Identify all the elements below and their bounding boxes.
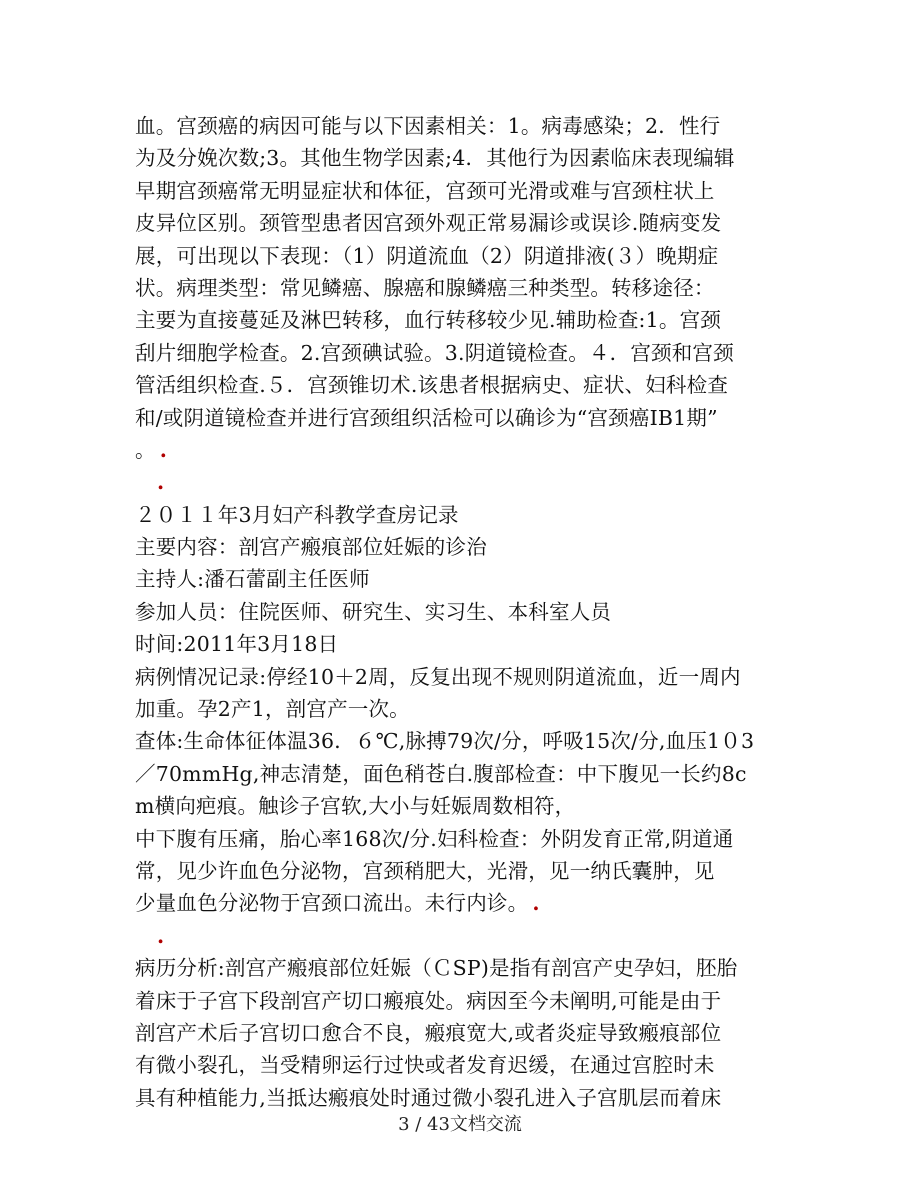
line-text: 少量血色分泌物于宫颈口流出。未行内诊。 — [135, 891, 529, 916]
text-line — [135, 142, 785, 174]
page-footer: 3 / 43文档交流 — [398, 1114, 522, 1135]
line-text: 和/或阴道镜检查并进行宫颈组织活检可以确诊为“宫颈癌ⅠB1期” — [135, 405, 718, 430]
line-text: 早期宫颈癌常无明显症状和体征，宫颈可光滑或难与宫颈柱状上 — [135, 178, 715, 203]
text-line — [135, 596, 785, 628]
line-text: 病历分析:剖宫产瘢痕部位妊娠（ＣSP)是指有剖宫产史孕妇，胚胎 — [135, 956, 738, 981]
text-line — [135, 790, 785, 822]
line-text: 着床于子宫下段剖宫产切口瘢痕处。病因至今未阐明,可能是由于 — [135, 988, 722, 1013]
text-line — [135, 337, 785, 369]
text-line — [135, 110, 785, 142]
line-text: ２０１１年3月妇产科教学查房记录 — [135, 502, 459, 527]
line-text: 常，见少许血色分泌物，宫颈稍肥大，光滑，见一纳氏囊肿，见 — [135, 858, 715, 883]
line-marker: . — [157, 470, 165, 495]
line-marker: . — [159, 437, 168, 462]
text-line — [135, 531, 785, 563]
line-text: 参加人员：住院医师、研究生、实习生、本科室人员 — [135, 599, 612, 624]
text-line — [135, 952, 785, 984]
line-text: 查体:生命体征体温36．６℃,脉搏79次/分，呼吸15次/分,血压1０3 — [135, 729, 755, 754]
line-text: 具有种植能力,当抵达瘢痕处时通过微小裂孔进入子宫肌层而着床 — [135, 1085, 722, 1110]
line-text: 管活组织检查.５．宫颈锥切术.该患者根据病史、症状、妇科检查 — [135, 373, 729, 398]
line-text: 为及分娩次数;3。其他生物学因素;4．其他行为因素临床表现编辑 — [135, 146, 735, 171]
line-text: 展，可出现以下表现：（1）阴道流血（2）阴道排液(３）晚期症 — [135, 243, 719, 268]
line-text: 时间:2011年3月18日 — [135, 632, 339, 657]
line-text: ／70mmHg,神志清楚，面色稍苍白.腹部检查：中下腹见一长约8c — [135, 761, 747, 786]
text-line — [135, 240, 785, 272]
line-text: m横向疤痕。触诊子宫软,大小与妊娠周数相符， — [135, 794, 576, 819]
text-line — [135, 434, 785, 466]
text-line — [135, 725, 785, 757]
text-line — [135, 693, 785, 725]
document-body — [135, 110, 785, 1114]
line-text: 皮异位区别。颈管型患者因宫颈外观正常易漏诊或误诊.随病变发 — [135, 211, 722, 236]
text-line — [135, 369, 785, 401]
text-line — [135, 304, 785, 336]
text-line — [135, 1049, 785, 1081]
text-line — [135, 985, 785, 1017]
line-text: 血。宫颈癌的病因可能与以下因素相关：1。病毒感染；2．性行 — [135, 114, 721, 138]
text-line — [135, 402, 785, 434]
text-line — [135, 887, 785, 919]
line-text: 刮片细胞学检查。2.宫颈碘试验。3.阴道镜检查。４．宫颈和宫颈 — [135, 340, 734, 365]
line-marker: . — [532, 891, 540, 916]
text-line — [135, 758, 785, 790]
text-line — [135, 563, 785, 595]
line-text: 主要为直接蔓延及淋巴转移，血行转移较少见.辅助检查:1。宫颈 — [135, 308, 721, 333]
line-text: 主持人:潘石蕾副主任医师 — [135, 567, 370, 592]
line-text: 状。病理类型：常见鳞癌、腺癌和腺鳞癌三种类型。转移途径： — [135, 275, 715, 300]
text-line — [135, 628, 785, 660]
line-text: 剖宫产术后子宫切口愈合不良，瘢痕宽大,或者炎症导致瘢痕部位 — [135, 1020, 722, 1045]
text-line — [135, 175, 785, 207]
line-text: 有微小裂孔，当受精卵运行过快或者发育迟缓，在通过宫腔时未 — [135, 1053, 715, 1078]
text-line — [135, 207, 785, 239]
text-line — [135, 499, 785, 531]
line-text: 病例情况记录:停经10＋2周，反复出现不规则阴道流血，近一周内 — [135, 664, 741, 689]
line-marker: . — [157, 923, 165, 948]
text-line — [135, 272, 785, 304]
text-line — [135, 1017, 785, 1049]
line-text: 中下腹有压痛，胎心率168次/分.妇科检查：外阴发育正常,阴道通 — [135, 826, 734, 851]
text-line — [135, 466, 785, 498]
line-text: 主要内容：剖宫产瘢痕部位妊娠的诊治 — [135, 535, 487, 560]
text-line — [135, 1082, 785, 1114]
text-line — [135, 823, 785, 855]
text-line — [135, 661, 785, 693]
text-line — [135, 855, 785, 887]
text-line — [135, 920, 785, 952]
line-text: 。 — [135, 437, 156, 462]
line-text: 加重。孕2产1，剖宫产一次。 — [135, 697, 410, 722]
